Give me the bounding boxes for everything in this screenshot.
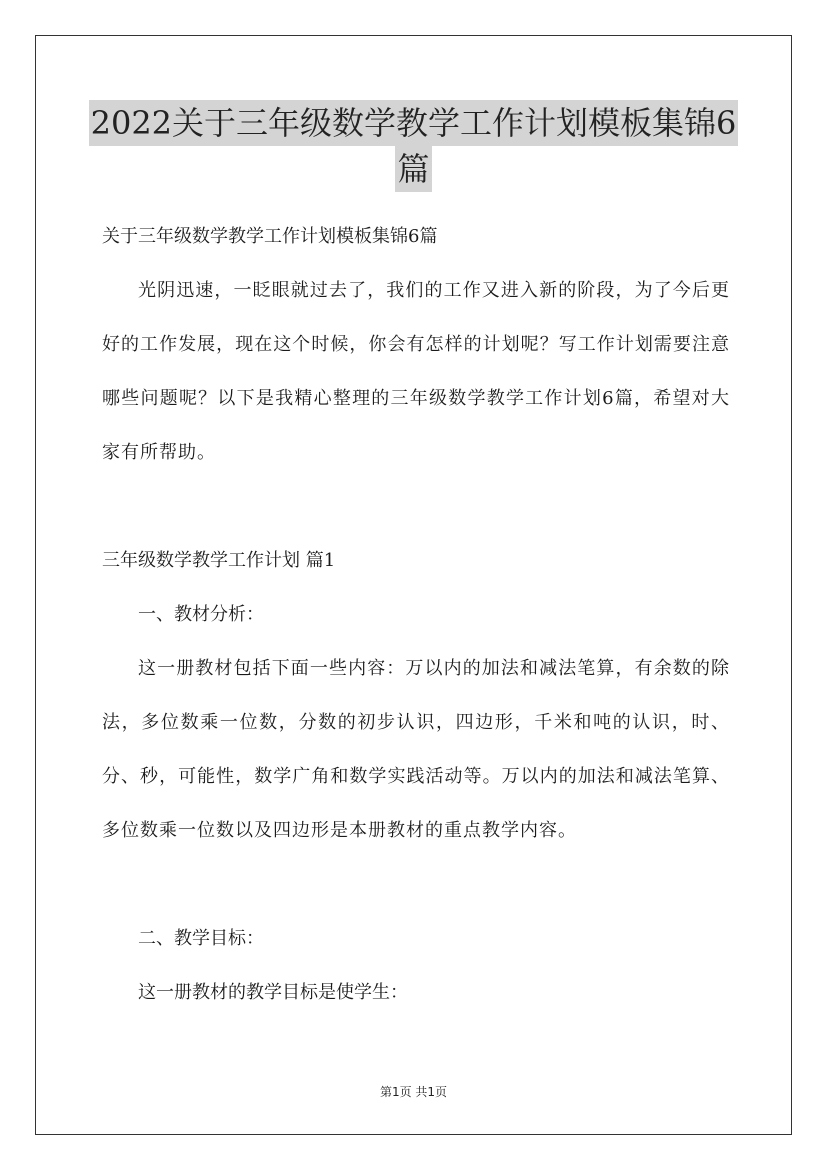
intro-paragraph: 光阴迅速，一眨眼就过去了，我们的工作又进入新的阶段，为了今后更好的工作发展，现在这个时候，你会有怎样的计划呢？写工作计划需要注意哪些问题呢？以下是我精心整理的三年级数学教学工作计划6篇，希望对大家有所帮助。	[102, 280, 730, 463]
title-line-1: 2022关于三年级数学教学工作计划模板集锦6	[89, 100, 739, 146]
subheading-analysis: 一、教材分析：	[138, 604, 264, 625]
title-line-2: 篇	[395, 146, 431, 192]
document-title	[60, 100, 767, 192]
page-footer: 第1页 共1页	[379, 1085, 448, 1099]
analysis-paragraph: 这一册教材包括下面一些内容：万以内的加法和减法笔算，有余数的除法，多位数乘一位数，分数的初步认识，四边形，千米和吨的认识，时、分、秒，可能性，数学广角和数学实践活动等。万以内的加法和减法笔算、多位数乘一位数以及四边形是本册教材的重点教学内容。	[102, 658, 730, 841]
subheading-goals: 二、教学目标：	[138, 928, 264, 949]
subtitle-paragraph: 关于三年级数学教学工作计划模板集锦6篇	[102, 226, 438, 247]
goals-paragraph: 这一册教材的教学目标是使学生：	[138, 982, 408, 1003]
section-heading: 三年级数学教学工作计划 篇1	[102, 550, 336, 571]
